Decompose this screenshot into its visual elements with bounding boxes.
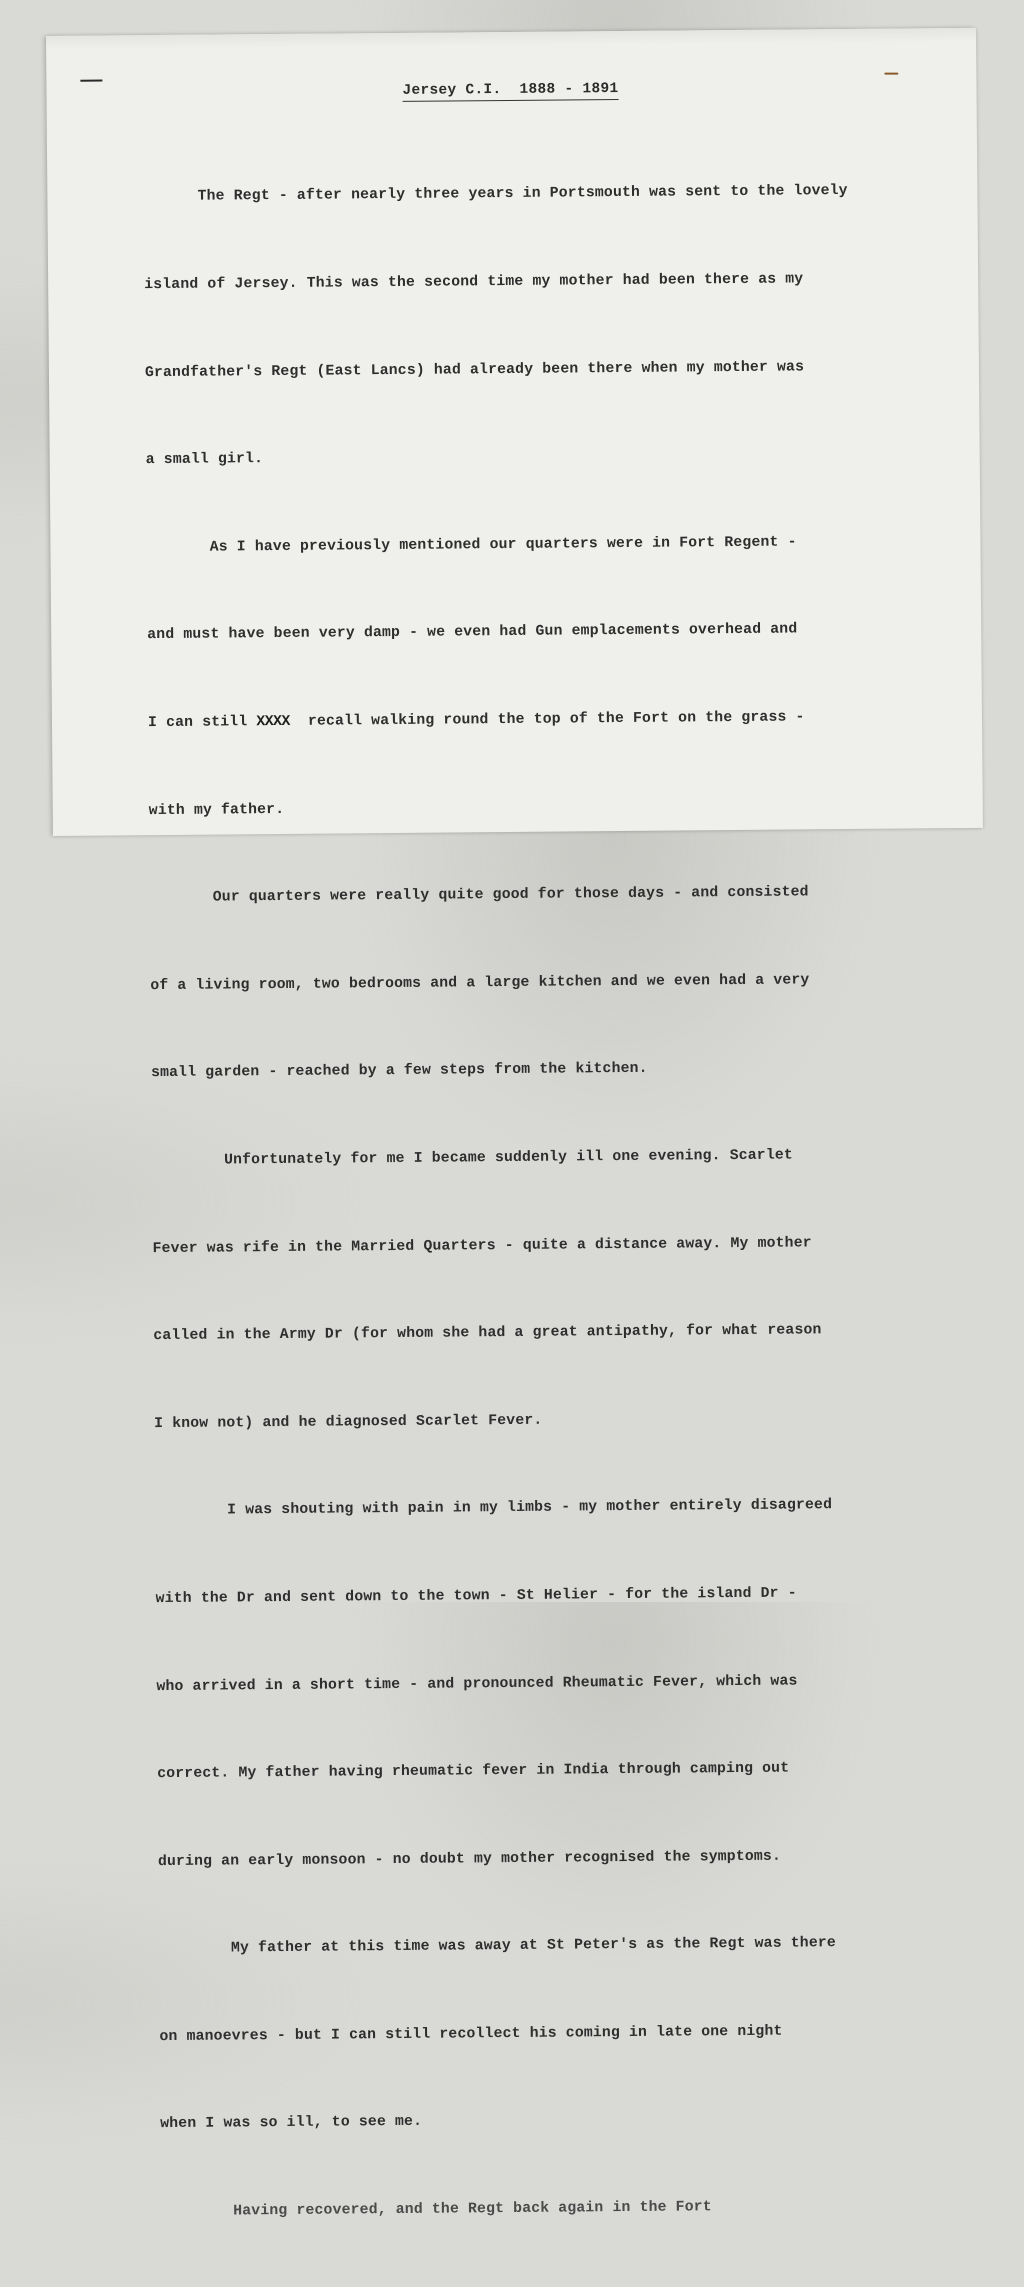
text-line-7-rest: recall walking round the top of the Fort on the grass - — [289, 709, 805, 730]
text-line-9: Our quarters were really quite good for those days - and consisted — [149, 884, 809, 907]
text-line-17: with the Dr and sent down to the town - St Helier - for the island Dr - — [155, 1585, 797, 1608]
struck-out-word: XXXX — [256, 713, 290, 731]
text-line-2: island of Jersey. This was the second time my mother had been there as my — [144, 271, 804, 294]
text-line-12: Unfortunately for me I became suddenly ill one evening. Scarlet — [151, 1147, 793, 1170]
text-line-13: Fever was rife in the Married Quarters - quite a distance away. My mother — [152, 1234, 812, 1257]
text-line-1: The Regt - after nearly three years in Portsmouth was sent to the lovely — [143, 183, 848, 206]
text-line-3: Grandfather's Regt (East Lancs) had already been there when my mother was — [144, 358, 805, 381]
text-line-11: small garden - reached by a few steps from the kitchen. — [150, 1061, 648, 1082]
document-title: Jersey C.I. 1888 - 1891 — [402, 81, 618, 102]
text-line-16: I was shouting with pain in my limbs - my mother entirely disagreed — [154, 1497, 833, 1520]
document-body — [143, 118, 982, 2286]
text-line-23: when I was so ill, to see me. — [160, 2114, 423, 2133]
page-fold-shadow — [46, 28, 976, 50]
text-line-22: on manoevres - but I can still recollect his coming in late one night — [159, 2023, 783, 2045]
text-line-8: with my father. — [148, 801, 285, 819]
text-line-21: My father at this time was away at St Peter's as the Regt was there — [158, 1935, 836, 1958]
typed-page — [46, 28, 983, 2221]
text-line-24-partial: Having recovered, and the Regt back again in the Fort — [160, 2199, 712, 2221]
text-line-6: and must have been very damp - we even had Gun emplacements overhead and — [147, 621, 798, 644]
margin-mark-right — [884, 73, 898, 75]
text-line-15: I know not) and he diagnosed Scarlet Fever. — [154, 1412, 543, 1432]
text-line-20: during an early monsoon - no doubt my mother recognised the symptoms. — [157, 1848, 782, 1870]
text-line-4: a small girl. — [145, 451, 264, 469]
text-line-18: who arrived in a short time - and pronounced Rheumatic Fever, which was — [156, 1673, 798, 1695]
margin-mark-left — [80, 80, 102, 82]
text-line-10: of a living room, two bedrooms and a large kitchen and we even had a very — [150, 972, 810, 994]
text-line-7 — [148, 702, 968, 738]
text-line-5: As I have previously mentioned our quarters were in Fort Regent - — [146, 534, 797, 556]
text-line-19: correct. My father having rheumatic fever in India through camping out — [157, 1760, 790, 1783]
text-line-7-start: I can still — [147, 714, 257, 732]
text-line-14: called in the Army Dr (for whom she had a great antipathy, for what reason — [153, 1322, 822, 1345]
